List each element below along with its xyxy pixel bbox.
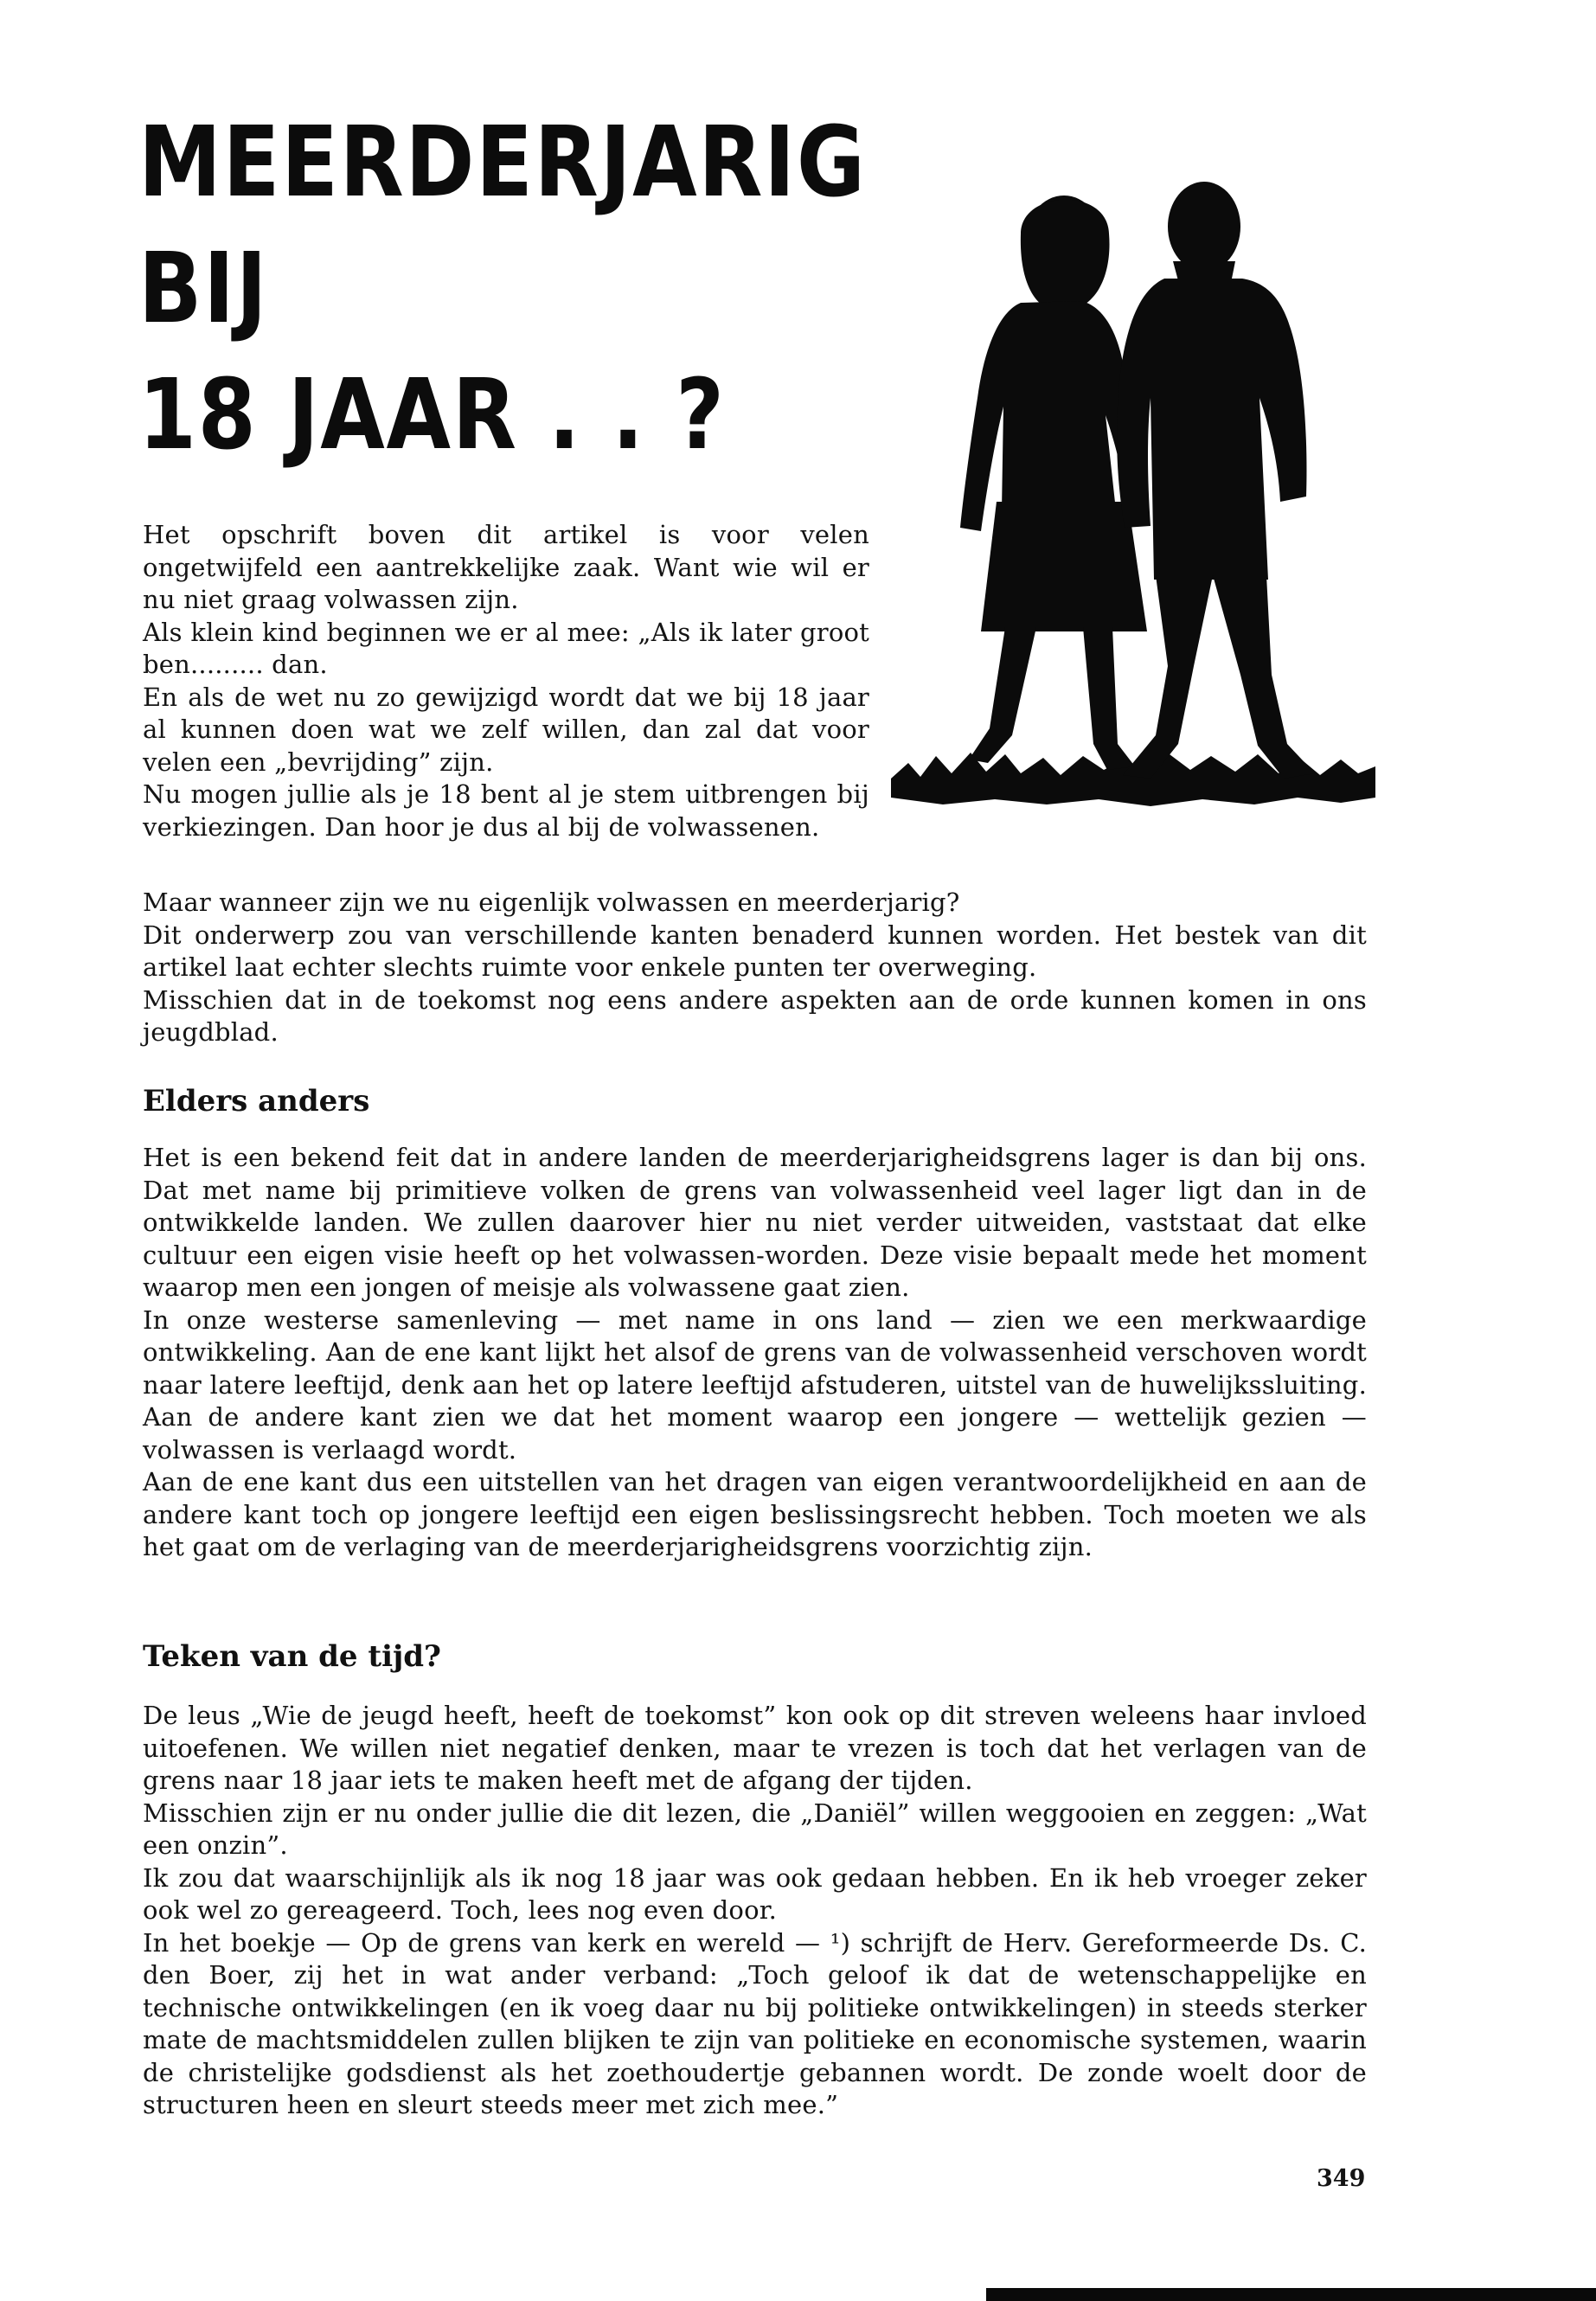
body-paragraph: Misschien zijn er nu onder jullie die dit lezen, die „Daniël” willen weggooien en zeggen: „Wat een onzin”. <box>143 1798 1367 1860</box>
intro-text-narrow <box>143 519 869 843</box>
section-teken-van-de-tijd-body <box>143 1700 1367 2122</box>
intro-paragraph: Als klein kind beginnen we er al mee: „Als ik later groot ben......... dan. <box>143 617 869 679</box>
intro-text-wide <box>143 887 1367 1049</box>
headline-line-2: BIJ <box>138 233 269 345</box>
intro-paragraph: En als de wet nu zo gewijzigd wordt dat we bij 18 jaar al kunnen doen wat we zelf willen, dan zal dat voor velen een „bevrijding” zijn. <box>143 682 869 777</box>
section-heading-elders-anders: Elders anders <box>143 1084 370 1118</box>
couple-silhouette-illustration <box>891 182 1375 822</box>
body-paragraph: Het is een bekend feit dat in andere landen de meerderjarigheidsgrens lager is dan bij ons. Dat met name bij primitieve volken de grens van volwassenheid veel lager ligt dan in de ontwikkelde landen. We zullen daarover hier nu niet verder uitweiden, vaststaat dat elke cultuur een eigen visie heeft op het volwassen-worden. Deze visie bepaalt mede het moment waarop men een jongen of meisje als volwassene gaat zien. <box>143 1143 1367 1302</box>
intro-paragraph: Het opschrift boven dit artikel is voor velen ongetwijfeld een aantrekkelijke zaak. Want wie wil er nu niet graag volwassen zijn. <box>143 520 869 614</box>
bottom-edge-bar <box>986 2288 1596 2301</box>
intro-paragraph: Misschien dat in de toekomst nog eens andere aspekten aan de orde kunnen komen in ons jeugdblad. <box>143 984 1367 1047</box>
section-heading-teken-van-de-tijd: Teken van de tijd? <box>143 1639 441 1674</box>
page-number: 349 <box>1317 2165 1366 2192</box>
body-paragraph: In het boekje — Op de grens van kerk en wereld — ¹) schrijft de Herv. Gereformeerde Ds. C. den Boer, zij het in wat ander verband: „Toch geloof ik dat de wetenschappelijke en technische ontwikkelingen (en ik voeg daar nu bij politieke ontwikkelingen) in steeds sterker mate de machtsmiddelen zullen blijken te zijn van politieke en economische systemen, waarin de christelijke godsdienst als het zoethoudertje gebannen wordt. De zonde woelt door de structuren heen en sleurt steeds meer met zich mee.” <box>143 1927 1367 2119</box>
body-paragraph: Ik zou dat waarschijnlijk als ik nog 18 jaar was ook gedaan hebben. En ik heb vroeger zeker ook wel zo gereageerd. Toch, lees nog even door. <box>143 1862 1367 1925</box>
section-elders-anders-body <box>143 1142 1367 1564</box>
headline-line-3: 18 JAAR . . ? <box>138 359 726 471</box>
body-paragraph: De leus „Wie de jeugd heeft, heeft de toekomst” kon ook op dit streven weleens haar invloed uitoefenen. We willen niet negatief denken, maar te vrezen is toch dat het verlagen van de grens naar 18 jaar iets te maken heeft met de afgang der tijden. <box>143 1701 1367 1795</box>
intro-paragraph: Dit onderwerp zou van verschillende kanten benaderd kunnen worden. Het bestek van dit artikel laat echter slechts ruimte voor enkele punten ter overweging. <box>143 920 1367 982</box>
intro-paragraph: Maar wanneer zijn we nu eigenlijk volwassen en meerderjarig? <box>143 888 960 917</box>
body-paragraph: In onze westerse samenleving — met name in ons land — zien we een merkwaardige ontwikkeling. Aan de ene kant lijkt het alsof de grens van de volwassenheid verschoven wordt naar latere leeftijd, denk aan het op latere leeftijd afstuderen, uitstel van de huwelijkssluiting. Aan de andere kant zien we dat het moment waarop een jongere — wettelijk gezien — volwassen is verlaagd wordt. <box>143 1304 1367 1465</box>
body-paragraph: Aan de ene kant dus een uitstellen van het dragen van eigen verantwoordelijkheid en aan de andere kant toch op jongere leeftijd een eigen beslissingsrecht hebben. Toch moeten we als het gaat om de verlaging van de meerderjarigheidsgrens voorzichtig zijn. <box>143 1467 1367 1561</box>
intro-paragraph: Nu mogen jullie als je 18 bent al je stem uitbrengen bij verkiezingen. Dan hoor je dus al bij de volwassenen. <box>143 779 869 842</box>
headline-line-1: MEERDERJARIG <box>138 106 867 219</box>
article-headline <box>138 99 867 478</box>
